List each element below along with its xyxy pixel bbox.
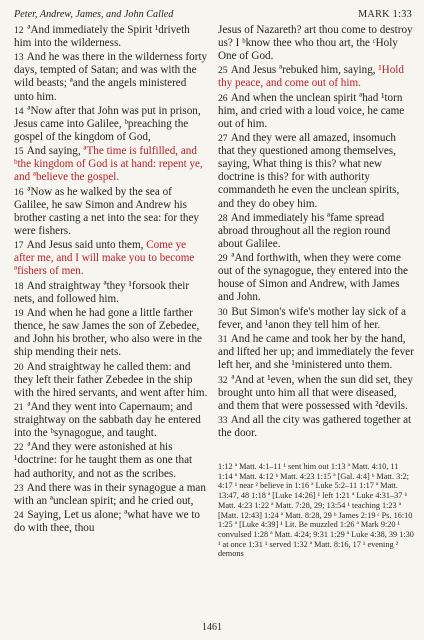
verse-text: Saying, Let us alone; ªwhat have we to do with thee, thou	[14, 509, 201, 535]
verse-number: 22	[14, 442, 24, 454]
verse-text: Jesus of Nazareth? art thou come to destroy us? I ᵇknow thee who thou art, the ᶜHoly One of God.	[218, 24, 413, 63]
section-heading: Peter, Andrew, James, and John Called	[14, 9, 174, 20]
verse	[14, 482, 208, 508]
verse	[14, 307, 208, 359]
verse	[14, 509, 208, 535]
verse	[14, 24, 208, 50]
verse-text: And straightway ªthey ¹forsook their nets, and followed him.	[14, 279, 190, 305]
verse	[14, 145, 208, 184]
verse	[218, 374, 414, 413]
verse	[218, 333, 414, 372]
verse-text: And immediately his ªfame spread abroad throughout all the region round about Galilee.	[218, 211, 391, 250]
verse	[14, 105, 208, 144]
verse-number: 33	[218, 415, 228, 427]
verse-number: 21	[14, 401, 24, 413]
verse-number: 29	[218, 253, 228, 265]
verse	[218, 132, 414, 210]
verse-number: 24	[14, 510, 24, 522]
footnotes: 1:12 ª Matt. 4:1–11 ¹ sent him out 1:13 ª Matt. 4:10, 11 1:14 ª Matt. 4:12 ᵇ Matt. 4:23 1:15 ª [Gal. 4:4] ᵇ Matt. 3:2; 4:17 ¹ near ² believe in 1:16 ª Luke 5:2–11 1:17 ª Matt. 13:47, 48 1:18 ª [Luke 14:26] ¹ left 1:21 ª Luke 4:31–37 ᵇ Matt. 4:23 1:22 ª Matt. 7:28, 29; 13:54 ¹ teaching 1:23 ª [Matt. 12:43] 1:24 ª Matt. 8:28, 29 ᵇ James 2:19 ᶜ Ps. 16:10 1:25 ª [Luke 4:39] ¹ Lit. Be muzzled 1:26 ª Mark 9:20 ¹ convulsed 1:28 ª Matt. 4:24; 9:31 1:29 ª Luke 4:38, 39 1:30 ¹ at once 1:31 ¹ served 1:32 ª Matt. 8:16, 17 ¹ evening ² demons	[218, 462, 414, 559]
verse	[218, 92, 414, 131]
verse-number: 31	[218, 334, 228, 346]
verse	[218, 306, 414, 332]
verse-text: And they were all amazed, insomuch that they questioned among themselves, saying, What thing is this? what new doctrine is this? for with authority commandeth he even the unclean spirits, and they do obey him.	[218, 132, 400, 210]
verse-text: ªNow after that John was put in prison, Jesus came into Galilee, ᵇpreaching the gospel of the kingdom of God,	[14, 104, 201, 143]
verse-text: But Simon's wife's mother lay sick of a fever, and ¹anon they tell him of her.	[218, 305, 406, 331]
verse-number: 13	[14, 52, 24, 64]
verse-number: 20	[14, 361, 24, 373]
verse	[218, 24, 414, 63]
verse	[14, 186, 208, 238]
verse	[218, 414, 414, 440]
verse-text: ªAnd at ¹even, when the sun did set, they brought unto him all that were diseased, and them that were possessed with ²devils.	[218, 373, 413, 412]
verse-number: 14	[14, 105, 24, 117]
verse-number: 30	[218, 306, 228, 318]
text-column-left	[14, 24, 208, 537]
verse-number: 25	[218, 65, 228, 77]
verse	[14, 441, 208, 480]
verse-text: ªAnd they were astonished at his ¹doctrine: for he taught them as one that had authority, and not as the scribes.	[14, 441, 193, 480]
verse-text: And when the unclean spirit ªhad ¹torn him, and cried with a loud voice, he came out of him.	[218, 91, 405, 130]
verse-number: 23	[14, 482, 24, 494]
verse-text: And all the city was gathered together at the door.	[218, 414, 412, 440]
verse-text: ªNow as he walked by the sea of Galilee, he saw Simon and Andrew his brother casting a net into the sea: for they were fishers.	[14, 185, 199, 237]
verse	[14, 361, 208, 400]
verse-number: 27	[218, 133, 228, 145]
verse-number: 19	[14, 308, 24, 320]
verse-text: ªAnd forthwith, when they were come out of the synagogue, they entered into the house of Simon and Andrew, with James and John.	[218, 252, 408, 304]
verse	[14, 401, 208, 440]
verse	[14, 239, 208, 278]
verse-text: ªAnd they went into Capernaum; and straightway on the sabbath day he entered into the ᵇsynagogue, and taught.	[14, 400, 201, 440]
verse-text: And straightway he called them: and they left their father Zebedee in the ship with the hired servants, and went after him.	[14, 360, 208, 399]
text-column-right	[218, 24, 414, 441]
verse-text: And Jesus said unto them,	[26, 239, 147, 252]
verse	[14, 280, 208, 306]
verse	[218, 212, 414, 251]
verse-text: And when he had gone a little farther thence, he saw James the son of Zebedee, and John his brother, who also were in the ship mending their nets.	[14, 307, 202, 359]
verse-number: 16	[14, 186, 24, 198]
verse-text: And he was there in the wilderness forty days, tempted of Satan; and was with the wild beasts; ªand the angels ministered unto him.	[14, 51, 208, 103]
running-header	[14, 9, 412, 23]
words-of-jesus: ªThe time is fulfilled, and ᵇthe kingdom of God is at hand: repent ye, and ªbelieve the gospel.	[14, 145, 203, 184]
verse-number: 18	[14, 280, 24, 292]
verse-text: ªAnd immediately the Spirit ¹driveth him into the wilderness.	[14, 24, 190, 50]
verse-text: And he came and took her by the hand, and lifted her up; and immediately the fever left her, and she ¹ministered unto them.	[218, 333, 414, 372]
verse-number: 15	[14, 146, 24, 158]
verse-number: 32	[218, 374, 228, 386]
page-number: 1461	[202, 622, 222, 633]
verse	[218, 64, 414, 90]
verse-number: 17	[14, 240, 24, 252]
verse-text: And there was in their synagogue a man with an ªunclean spirit; and he cried out,	[14, 481, 206, 507]
words-of-jesus: ¹Hold thy peace, and come out of him.	[218, 64, 404, 90]
book-reference: MARK 1:33	[358, 9, 412, 20]
words-of-jesus: Come ye after me, and I will make you to become ªfishers of men.	[14, 239, 195, 278]
verse-number: 12	[14, 25, 24, 36]
verse-number: 28	[218, 212, 228, 224]
verse	[218, 252, 414, 304]
verse-text: And Jesus ªrebuked him, saying,	[230, 64, 379, 77]
verse-text: And saying,	[26, 145, 84, 158]
verse-number: 26	[218, 92, 228, 104]
verse	[14, 51, 208, 103]
